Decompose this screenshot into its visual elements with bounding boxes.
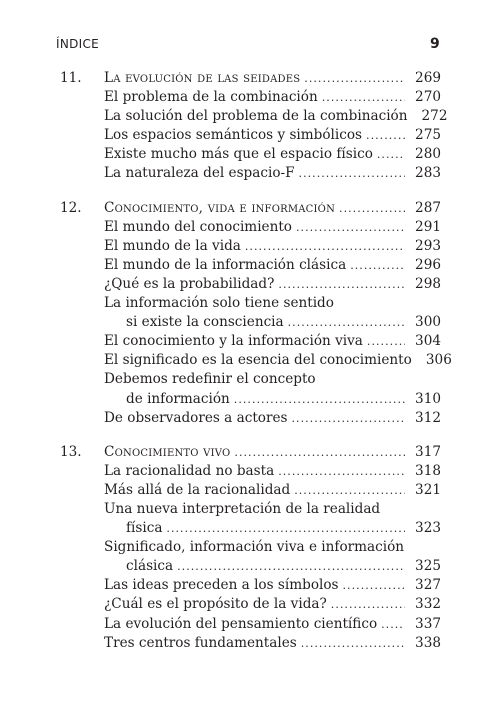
entry-page: 332 — [415, 596, 441, 613]
dot-leader — [296, 218, 405, 237]
toc-entry-continuation — [60, 557, 441, 576]
chapter-number: 11. — [60, 70, 82, 86]
dot-leader — [299, 164, 405, 183]
toc-entry — [60, 462, 441, 481]
entry-page: 291 — [415, 218, 441, 235]
dot-leader — [294, 481, 405, 500]
dot-leader — [245, 237, 405, 256]
toc-entry — [60, 145, 441, 164]
dot-leader — [234, 390, 405, 409]
entry-page: 275 — [415, 127, 441, 144]
entry-title: El mundo de la vida — [104, 237, 241, 254]
dot-leader — [322, 88, 405, 107]
entry-title: ¿Qué es la probabilidad? — [104, 275, 275, 292]
chapter-heading — [60, 69, 441, 88]
dot-leader — [177, 557, 405, 576]
entry-title: Debemos redefinir el concepto — [104, 371, 316, 388]
chapter-title: La evolución de las seidades — [104, 70, 301, 86]
entry-title: De observadores a actores — [104, 409, 288, 426]
toc-entry — [60, 332, 441, 351]
dot-leader — [278, 275, 405, 294]
dot-leader — [288, 313, 405, 332]
toc-entry — [60, 615, 441, 634]
entry-title: Existe mucho más que el espacio físico — [104, 146, 373, 163]
entry-page: 304 — [415, 333, 441, 350]
chapter-title: Conocimiento vivo — [104, 443, 231, 460]
chapter-number: 12. — [60, 199, 82, 216]
entry-title: Los espacios semánticos y simbólicos — [104, 127, 363, 144]
entry-title: Las ideas preceden a los símbolos — [104, 577, 339, 594]
dot-leader — [304, 69, 405, 88]
dot-leader — [367, 332, 405, 351]
chapter-heading — [60, 199, 441, 218]
entry-title: La solución del problema de la combinación — [104, 108, 408, 125]
chapter-page: 317 — [415, 443, 441, 460]
toc-entry — [60, 409, 441, 428]
toc-entry — [60, 500, 441, 519]
entry-title-continuation: si existe la consciencia — [126, 314, 284, 331]
entry-title: Tres centros fundamentales — [104, 634, 297, 651]
entry-title: El problema de la combinación — [104, 89, 318, 106]
running-head — [56, 36, 440, 52]
table-of-contents — [60, 69, 452, 668]
entry-title: El significado es la esencia del conocimiento — [104, 352, 412, 369]
entry-page: 310 — [415, 390, 441, 407]
entry-page: 272 — [421, 108, 448, 125]
toc-entry — [60, 126, 441, 145]
toc-entry — [60, 481, 441, 500]
entry-page: 296 — [415, 256, 441, 273]
toc-entry-continuation — [60, 390, 441, 409]
dot-leader — [166, 519, 405, 538]
toc-entry — [60, 294, 441, 313]
entry-title: La naturaleza del espacio-F — [104, 165, 295, 182]
toc-entry — [60, 237, 441, 256]
chapter-block — [60, 69, 448, 184]
dot-leader — [377, 145, 405, 164]
entry-page: 312 — [415, 409, 441, 426]
chapter-page: 269 — [415, 70, 441, 86]
dot-leader — [234, 443, 405, 462]
entry-title-continuation: clásica — [126, 558, 174, 575]
dot-leader — [366, 126, 405, 145]
entry-page: 338 — [415, 634, 441, 651]
entry-page: 327 — [415, 577, 441, 594]
entry-page: 325 — [415, 558, 441, 575]
entry-title: El mundo del conocimiento — [104, 218, 292, 235]
chapter-number: 13. — [60, 443, 82, 460]
dot-leader — [343, 576, 405, 595]
toc-entry — [60, 256, 441, 275]
chapter-heading — [60, 443, 441, 462]
dot-leader — [301, 634, 405, 653]
entry-page: 306 — [425, 352, 452, 369]
entry-title: ¿Cuál es el propósito de la vida? — [104, 596, 327, 613]
entry-page: 323 — [415, 520, 441, 537]
toc-entry — [60, 218, 441, 237]
dot-leader — [350, 256, 405, 275]
chapter-page: 287 — [415, 199, 441, 216]
chapter-block — [60, 443, 441, 653]
dot-leader — [278, 462, 405, 481]
dot-leader — [331, 595, 405, 614]
chapter-block — [60, 199, 452, 428]
entry-title: La información solo tiene sentido — [104, 295, 334, 312]
entry-page: 337 — [415, 615, 441, 632]
entry-page: 280 — [415, 146, 441, 163]
entry-title: La evolución del pensamiento científico — [104, 615, 378, 632]
page-number: 9 — [429, 36, 440, 52]
entry-title: El conocimiento y la información viva — [104, 333, 363, 350]
entry-title: Más allá de la racionalidad — [104, 481, 291, 498]
dot-leader — [339, 199, 405, 218]
entry-page: 321 — [415, 481, 441, 498]
entry-page: 300 — [415, 314, 441, 331]
toc-entry-continuation — [60, 519, 441, 538]
entry-title-continuation: física — [126, 520, 163, 537]
toc-entry — [60, 370, 441, 389]
entry-title: Una nueva interpretación de la realidad — [104, 500, 381, 517]
entry-page: 298 — [415, 275, 441, 292]
entry-title: El mundo de la información clásica — [104, 256, 347, 273]
toc-entry — [60, 351, 452, 370]
toc-entry — [60, 595, 441, 614]
entry-page: 270 — [415, 89, 441, 106]
running-head-title: ÍNDICE — [56, 37, 100, 51]
toc-entry — [60, 107, 448, 126]
toc-entry — [60, 634, 441, 653]
chapter-title: Conocimiento, vida e información — [104, 199, 336, 216]
entry-page: 283 — [415, 165, 441, 182]
entry-title: Significado, información viva e información — [104, 539, 405, 556]
entry-page: 293 — [415, 237, 441, 254]
toc-entry — [60, 538, 441, 557]
toc-entry — [60, 164, 441, 183]
toc-entry — [60, 576, 441, 595]
toc-entry — [60, 275, 441, 294]
entry-title-continuation: de información — [126, 390, 230, 407]
entry-page: 318 — [415, 462, 441, 479]
dot-leader — [381, 615, 405, 634]
entry-title: La racionalidad no basta — [104, 462, 275, 479]
toc-entry-continuation — [60, 313, 441, 332]
toc-entry — [60, 88, 441, 107]
dot-leader — [292, 409, 406, 428]
